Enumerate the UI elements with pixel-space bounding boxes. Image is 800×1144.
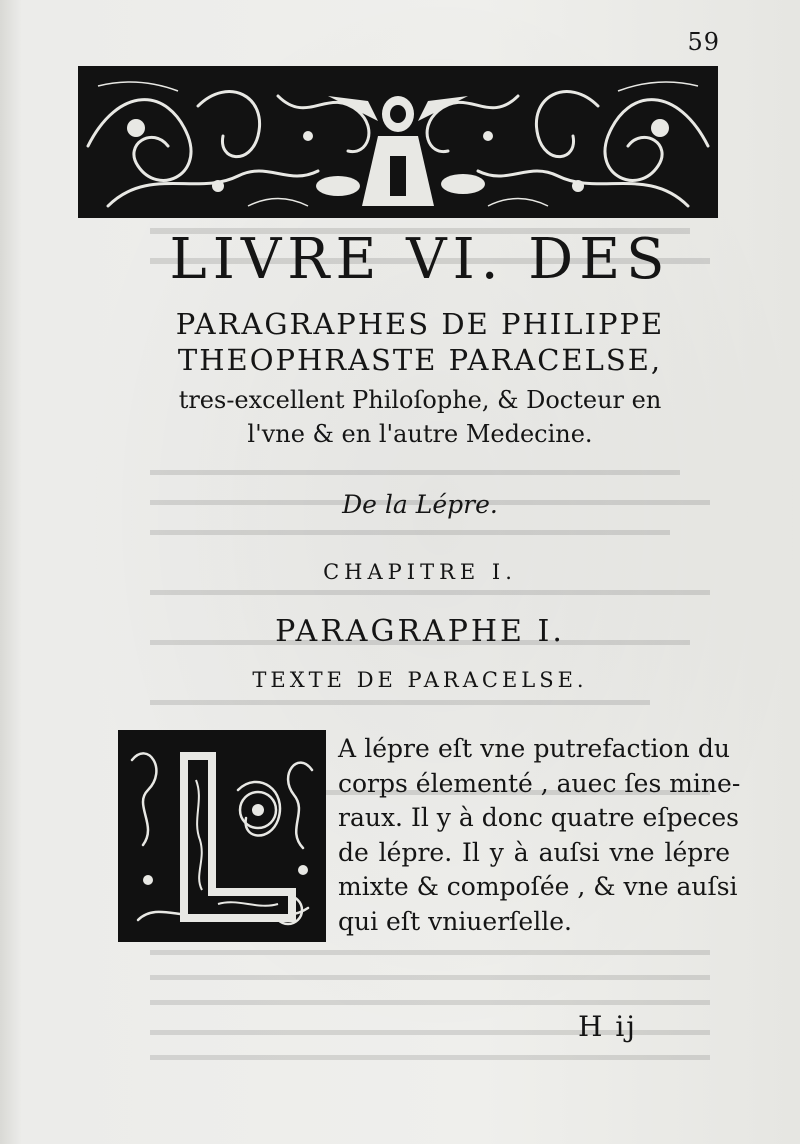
decorated-initial-icon <box>118 730 326 942</box>
paragraph-heading: PARAGRAPHE I. <box>275 614 565 649</box>
body-line: corps élementé , auec ſes mine- <box>338 768 741 798</box>
body-line: raux. Il y à donc quatre eſpeces <box>338 803 740 832</box>
title-line-3: THEOPHRASTE PARACELSE, <box>177 343 663 377</box>
chapter-heading: CHAPITRE I. <box>323 560 517 584</box>
section-subject: De la Lépre. <box>342 490 498 519</box>
signature-mark: H ij <box>578 1010 637 1043</box>
book-title: LIVRE VI. DES <box>169 227 671 292</box>
body-text <box>338 732 741 939</box>
page-number: 59 <box>687 28 720 56</box>
title-line-5: l'vne & en l'autre Medecine. <box>247 420 593 448</box>
title-line-4: tres-excellent Philoſophe, & Docteur en <box>178 386 662 414</box>
body-line: de lépre. Il y à auſsi vne lépre <box>338 837 730 867</box>
body-line: mixte & compoſée , & vne auſsi <box>338 872 738 901</box>
body-line: A lépre eſt vne putrefaction du <box>338 734 730 763</box>
title-line-2: PARAGRAPHES DE PHILIPPE <box>175 307 665 341</box>
ornamental-headpiece <box>78 66 718 218</box>
body-line: qui eſt vniuerſelle. <box>338 906 572 936</box>
text-heading: TEXTE DE PARACELSE. <box>252 668 588 692</box>
